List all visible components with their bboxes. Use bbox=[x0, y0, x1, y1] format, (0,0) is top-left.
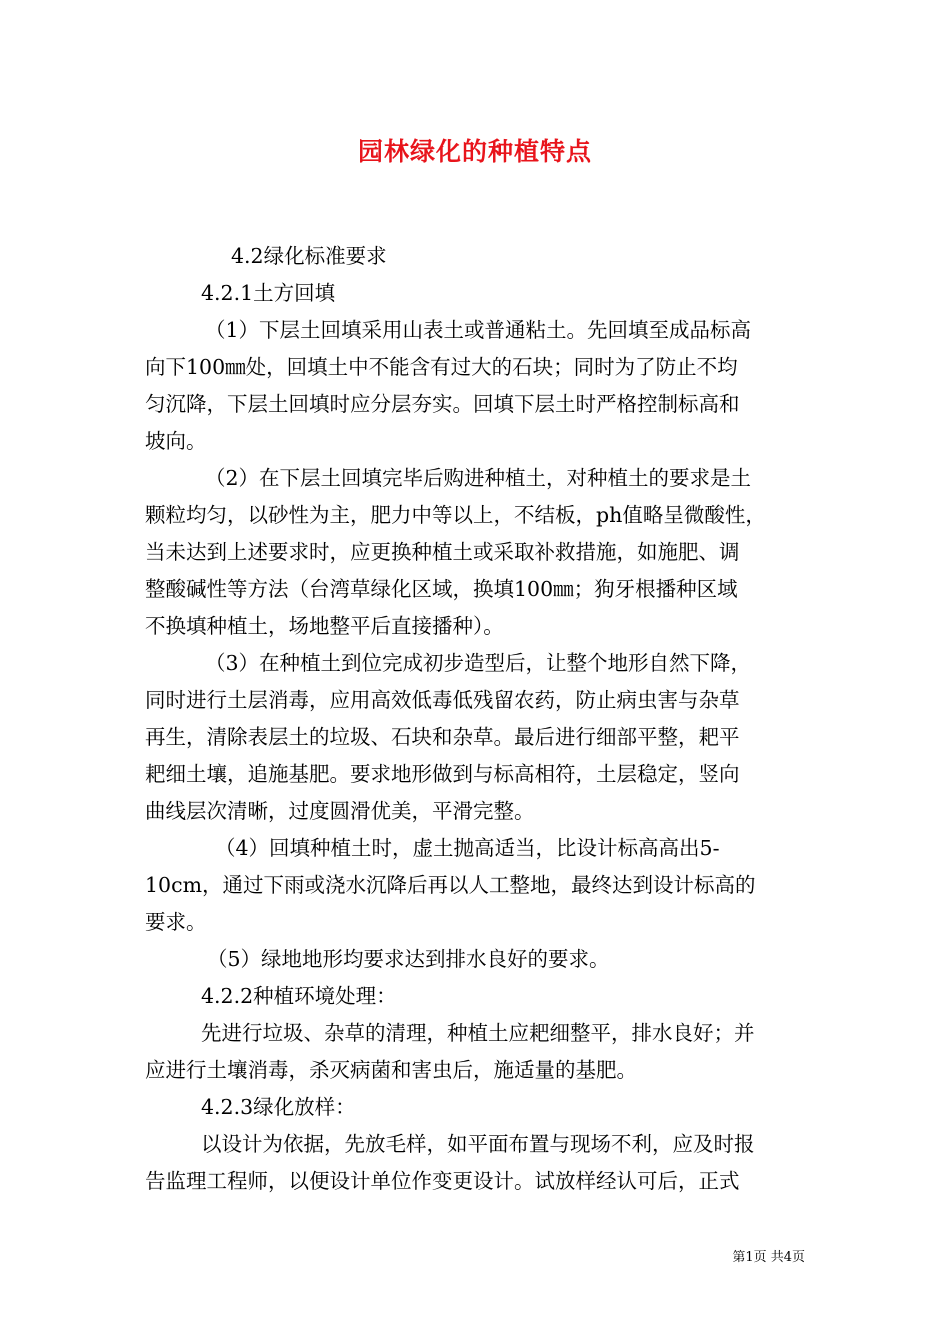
paragraph-2-line: 整酸碱性等方法（台湾草绿化区域，换填100㎜；狗牙根播种区域 bbox=[145, 577, 738, 601]
paragraph-5-line: （5）绿地地形均要求达到排水良好的要求。 bbox=[207, 947, 610, 971]
paragraph-1-line: 向下100㎜处，回填土中不能含有过大的石块；同时为了防止不均 bbox=[145, 355, 738, 379]
paragraph-7-line: 以设计为依据，先放毛样，如平面布置与现场不利，应及时报 bbox=[201, 1132, 755, 1156]
paragraph-2-line: （2）在下层土回填完毕后购进种植土，对种植土的要求是土 bbox=[205, 466, 752, 490]
paragraph-3-line: 耙细土壤，追施基肥。要求地形做到与标高相符，土层稳定，竖向 bbox=[145, 762, 740, 786]
paragraph-2-line: 颗粒均匀，以砂性为主，肥力中等以上，不结板，ph值略呈微酸性， bbox=[145, 503, 766, 527]
section-heading-4-2: 4.2绿化标准要求 bbox=[231, 244, 387, 268]
paragraph-4-line: 10cm，通过下雨或浇水沉降后再以人工整地，最终达到设计标高的 bbox=[145, 873, 756, 897]
paragraph-7-line: 告监理工程师，以便设计单位作变更设计。试放样经认可后，正式 bbox=[145, 1169, 740, 1193]
paragraph-2-line: 当未达到上述要求时，应更换种植土或采取补救措施，如施肥、调 bbox=[145, 540, 740, 564]
page-footer: 第1页 共4页 bbox=[732, 1250, 805, 1265]
paragraph-1-line: 匀沉降，下层土回填时应分层夯实。回填下层土时严格控制标高和 bbox=[145, 392, 740, 416]
document-body bbox=[145, 238, 805, 1200]
paragraph-3-line: 曲线层次清晰，过度圆滑优美，平滑完整。 bbox=[145, 799, 535, 823]
subsection-heading-4-2-3: 4.2.3绿化放样： bbox=[201, 1095, 356, 1119]
paragraph-3-line: 同时进行土层消毒，应用高效低毒低残留农药，防止病虫害与杂草 bbox=[145, 688, 740, 712]
paragraph-1-line: 坡向。 bbox=[145, 429, 207, 453]
paragraph-2-line: 不换填种植土，场地整平后直接播种）。 bbox=[145, 614, 504, 638]
paragraph-3-line: （3）在种植土到位完成初步造型后，让整个地形自然下降， bbox=[205, 651, 752, 675]
subsection-heading-4-2-2: 4.2.2种植环境处理： bbox=[201, 984, 397, 1008]
document-title: 园林绿化的种植特点 bbox=[357, 137, 592, 166]
paragraph-6-line: 先进行垃圾、杂草的清理，种植土应耙细整平，排水良好；并 bbox=[201, 1021, 755, 1045]
subsection-heading-4-2-1: 4.2.1土方回填 bbox=[201, 281, 336, 305]
paragraph-6-line: 应进行土壤消毒，杀灭病菌和害虫后，施适量的基肥。 bbox=[145, 1058, 637, 1082]
paragraph-4-line: （4）回填种植土时，虚土抛高适当，比设计标高高出5- bbox=[215, 836, 720, 860]
paragraph-1-line: （1）下层土回填采用山表土或普通粘土。先回填至成品标高 bbox=[205, 318, 752, 342]
paragraph-4-line: 要求。 bbox=[145, 910, 207, 934]
paragraph-3-line: 再生，清除表层土的垃圾、石块和杂草。最后进行细部平整，耙平 bbox=[145, 725, 740, 749]
